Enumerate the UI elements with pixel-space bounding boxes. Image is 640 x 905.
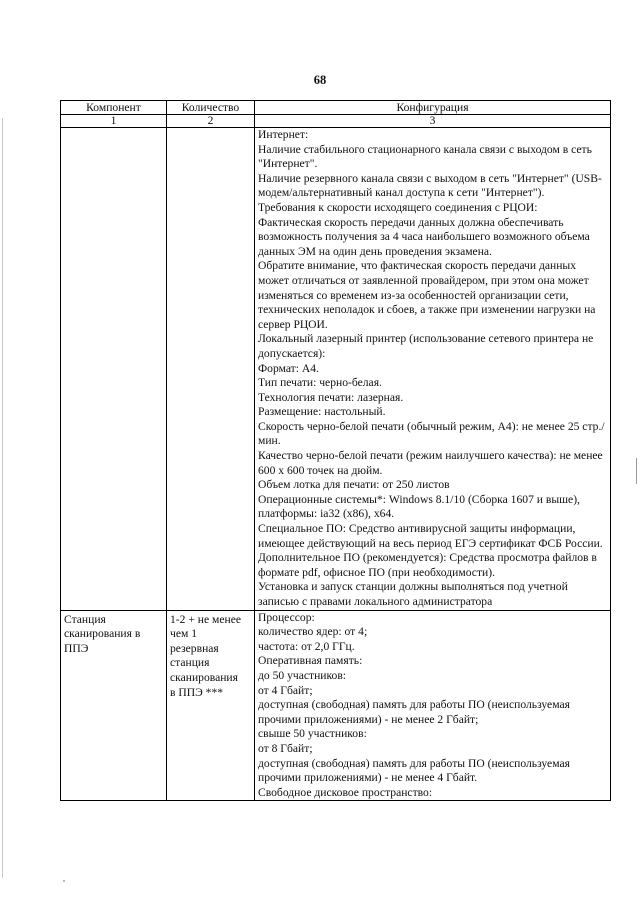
component-cell: [61, 610, 167, 801]
column-number-3: 3: [255, 115, 611, 128]
config-line: Установка и запуск станции должны выполняться под учетной записью с правами локального администратора: [258, 580, 568, 608]
quantity-text: сканирования: [170, 670, 238, 684]
config-line: Объем лотка для печати: от 250 листов: [258, 478, 450, 492]
config-line: Операционные системы*: Windows 8.1/10 (Сборка 1607 и выше), платформы: ia32 (x86), x64.: [258, 492, 580, 521]
config-line: Формат: А4.: [258, 361, 319, 375]
config-line: Обратите внимание, что фактическая скорость передачи данных может отличаться от заявленной провайдером, при этом она может изменяться со временем из-за особенностей организации сети, технических неполадок и сбоев, а также при изменении нагрузки на сервер РЦОИ.: [258, 259, 596, 331]
config-line: свыше 50 участников:: [258, 727, 367, 741]
header-quantity: Количество: [167, 101, 255, 115]
scan-edge-left: [2, 118, 3, 878]
component-text: сканирования в: [64, 627, 141, 641]
table-row: [61, 128, 611, 611]
quantity-text: в ППЭ ***: [170, 685, 224, 699]
configuration-cell: [255, 128, 611, 611]
config-line: количество ядер: от 4;: [258, 625, 368, 639]
config-line: Тип печати: черно-белая.: [258, 376, 382, 390]
quantity-text: 1-2 + не менее: [170, 612, 242, 626]
config-line: Интернет:: [258, 128, 309, 141]
config-line: доступная (свободная) память для работы ПО (неиспользуемая прочими приложениями) - не менее 2 Гбайт;: [258, 698, 570, 726]
config-line: до 50 участников:: [258, 668, 347, 682]
config-line: Скорость черно-белой печати (обычный режим, А4): не менее 25 стр./мин.: [258, 419, 605, 448]
config-line: Оперативная память:: [258, 654, 363, 668]
config-line: Размещение: настольный.: [258, 405, 386, 419]
config-line: Свободное дисковое пространство:: [258, 785, 433, 799]
column-number-1: 1: [61, 115, 167, 128]
scan-edge-right: [636, 458, 637, 484]
column-number-row: [61, 115, 611, 128]
config-line: Фактическая скорость передачи данных должна обеспечивать возможность получения за 4 часа наибольшего возможного объема данных ЭМ на один день проведения экзамена.: [258, 215, 590, 258]
quantity-text: резервная: [170, 641, 219, 655]
scan-speck: [63, 880, 65, 882]
quantity-text: станция: [170, 656, 210, 670]
requirements-table: [60, 100, 611, 801]
config-line: Процессор:: [258, 610, 315, 624]
quantity-cell: [167, 610, 255, 801]
quantity-text: чем 1: [170, 627, 198, 641]
header-configuration: Конфигурация: [255, 101, 611, 115]
config-line: Дополнительное ПО (рекомендуется): Средства просмотра файлов в формате pdf, офисное ПО (при необходимости).: [258, 551, 597, 579]
config-line: Специальное ПО: Средство антивирусной защиты информации, имеющее действующий на весь период ЕГЭ сертификат ФСБ России.: [258, 522, 603, 550]
configuration-cell: [255, 610, 611, 801]
header-row: [61, 101, 611, 115]
config-line: Наличие резервного канала связи с выходом в сеть "Интернет" (USB-модем/альтернативный канал доступа к сети "Интернет").: [258, 171, 602, 200]
config-line: Локальный лазерный принтер (использование сетевого принтера не допускается):: [258, 332, 594, 360]
config-line: Наличие стабильного стационарного канала связи с выходом в сеть "Интернет".: [258, 142, 592, 171]
header-component: Компонент: [61, 101, 167, 115]
table-row: [61, 610, 611, 801]
config-line: от 8 Гбайт;: [258, 741, 313, 755]
component-cell: [61, 128, 167, 611]
config-line: Требования к скорости исходящего соединения с РЦОИ:: [258, 200, 538, 214]
config-line: частота: от 2,0 ГГц.: [258, 639, 355, 653]
config-line: Технология печати: лазерная.: [258, 390, 404, 404]
page-number: 68: [313, 73, 327, 87]
config-line: Качество черно-белой печати (режим наилучшего качества): не менее 600 x 600 точек на дюйм.: [258, 449, 603, 477]
column-number-2: 2: [167, 115, 255, 128]
quantity-cell: [167, 128, 255, 611]
component-text: ППЭ: [64, 641, 89, 655]
config-line: доступная (свободная) память для работы ПО (неиспользуемая прочими приложениями) - не менее 4 Гбайт.: [258, 756, 570, 785]
component-text: Станция: [64, 612, 106, 626]
config-line: от 4 Гбайт;: [258, 683, 313, 697]
